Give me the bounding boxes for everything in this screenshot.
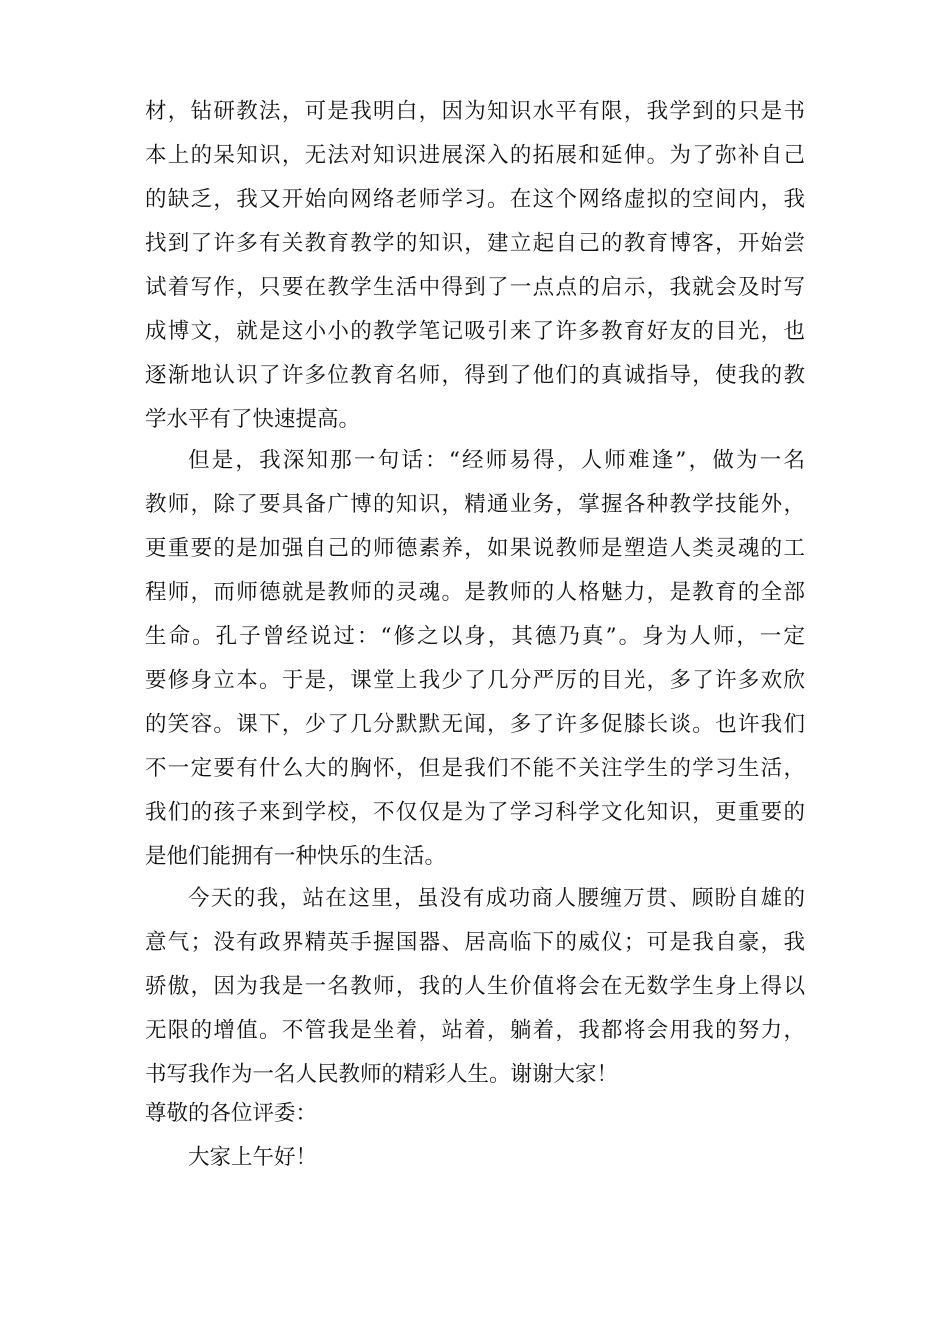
text-line: 书写我作为一名人民教师的精彩人生。谢谢大家！ — [145, 1062, 619, 1087]
text-line: 我们的孩子来到学校，不仅仅是为了学习科学文化知识，更重要的 — [145, 800, 805, 825]
text-line: 生命。孔子曾经说过：“修之以身，其德乃真”。身为人师，一定 — [145, 624, 805, 649]
text-line: 但是，我深知那一句话：“经师易得，人师难逢”，做为一名 — [188, 448, 805, 473]
text-line: 的缺乏，我又开始向网络老师学习。在这个网络虚拟的空间内，我 — [145, 187, 805, 212]
text-line: 不一定要有什么大的胸怀，但是我们不能不关注学生的学习生活， — [145, 756, 805, 781]
text-line: 程师，而师德就是教师的灵魂。是教师的人格魅力，是教育的全部 — [145, 580, 805, 605]
text-line: 成博文，就是这小小的教学笔记吸引来了许多教育好友的目光，也 — [145, 319, 805, 344]
text-line: 试着写作，只要在教学生活中得到了一点点的启示，我就会及时写 — [145, 275, 805, 300]
text-line: 今天的我，站在这里，虽没有成功商人腰缠万贯、顾盼自雄的 — [188, 886, 805, 911]
text-line: 教师，除了要具备广博的知识，精通业务，掌握各种教学技能外， — [145, 492, 805, 517]
text-line: 的笑容。课下，少了几分默默无闻，多了许多促膝长谈。也许我们 — [145, 712, 805, 737]
greeting-line: 大家上午好！ — [188, 1145, 318, 1170]
text-line: 学水平有了快速提高。 — [145, 407, 361, 432]
text-line: 无限的增值。不管我是坐着，站着，躺着，我都将会用我的努力， — [145, 1018, 805, 1043]
text-line: 要修身立本。于是，课堂上我少了几分严厉的目光，多了许多欢欣 — [145, 668, 805, 693]
text-line: 是他们能拥有一种快乐的生活。 — [145, 844, 447, 869]
text-line: 找到了许多有关教育教学的知识，建立起自己的教育博客，开始尝 — [145, 231, 805, 256]
text-line: 材，钻研教法，可是我明白，因为知识水平有限，我学到的只是书 — [145, 99, 805, 124]
text-line: 骄傲，因为我是一名教师，我的人生价值将会在无数学生身上得以 — [145, 974, 805, 999]
text-line: 本上的呆知识，无法对知识进展深入的拓展和延伸。为了弥补自己 — [145, 143, 805, 168]
salutation-line: 尊敬的各位评委： — [145, 1101, 318, 1126]
text-line: 更重要的是加强自己的师德素养，如果说教师是塑造人类灵魂的工 — [145, 536, 805, 561]
text-line: 意气；没有政界精英手握国器、居高临下的威仪；可是我自豪，我 — [145, 930, 805, 955]
text-line: 逐渐地认识了许多位教育名师，得到了他们的真诚指导，使我的教 — [145, 363, 805, 388]
